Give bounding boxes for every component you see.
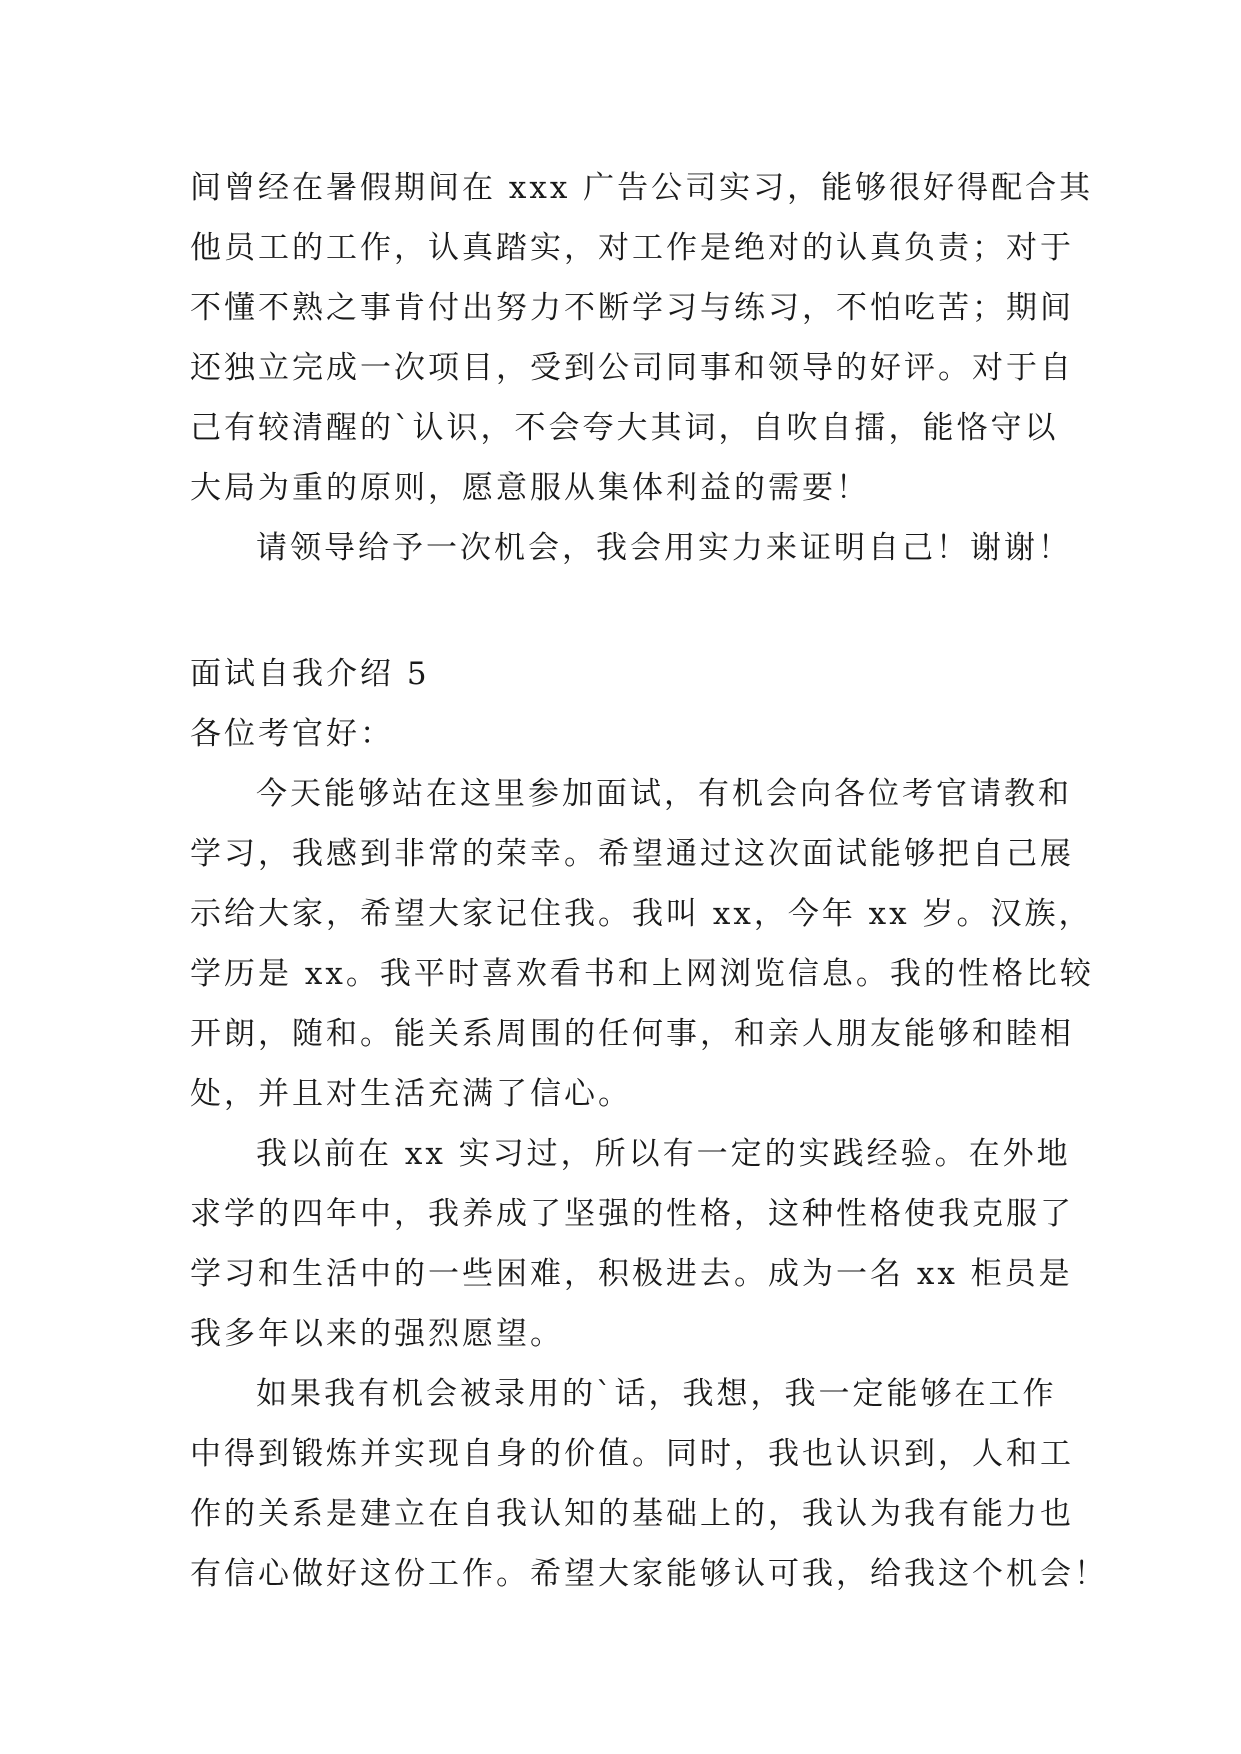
text-line: 求学的四年中，我养成了坚强的性格，这种性格使我克服了 [190,1196,1074,1232]
text-line: 示给大家，希望大家记住我。我叫 xx，今年 xx 岁。汉族， [190,896,1093,932]
text-line: 今天能够站在这里参加面试，有机会向各位考官请教和 [256,776,1072,812]
greeting: 各位考官好： [190,716,394,752]
previous-section-paragraph [190,158,1094,518]
text-line: 他员工的工作，认真踏实，对工作是绝对的认真负责；对于 [190,230,1074,266]
text-line: 中得到锻炼并实现自身的价值。同时，我也认识到，人和工 [190,1436,1074,1472]
section-title: 面试自我介绍 5 [190,656,430,692]
text-line: 还独立完成一次项目，受到公司同事和领导的好评。对于自 [190,350,1074,386]
text-line: 作的关系是建立在自我认知的基础上的，我认为我有能力也 [190,1496,1074,1532]
text-line: 学习，我感到非常的荣幸。希望通过这次面试能够把自己展 [190,836,1074,872]
text-line: 学习和生活中的一些困难，积极进去。成为一名 xx 柜员是 [190,1256,1073,1292]
text-line: 间曾经在暑假期间在 xxx 广告公司实习，能够很好得配合其 [190,170,1094,206]
text-line: 己有较清醒的`认识，不会夸大其词，自吹自擂，能恪守以 [190,410,1059,446]
text-line: 有信心做好这份工作。希望大家能够认可我，给我这个机会！ [190,1556,1108,1592]
paragraph-2 [190,1124,1074,1364]
text-line: 处，并且对生活充满了信心。 [190,1076,632,1112]
text-line: 不懂不熟之事肯付出努力不断学习与练习，不怕吃苦；期间 [190,290,1074,326]
text-line: 大局为重的原则，愿意服从集体利益的需要！ [190,470,870,506]
text-line: 学历是 xx。我平时喜欢看书和上网浏览信息。我的性格比较 [190,956,1094,992]
closing-line: 请领导给予一次机会，我会用实力来证明自己！谢谢！ [256,530,1072,566]
document-page [190,158,1108,1604]
text-line: 开朗，随和。能关系周围的任何事，和亲人朋友能够和睦相 [190,1016,1074,1052]
text-line: 我多年以来的强烈愿望。 [190,1316,564,1352]
section-gap [190,578,1060,644]
text-line: 如果我有机会被录用的`话，我想，我一定能够在工作 [256,1376,1057,1412]
paragraph-1 [190,764,1094,1124]
text-line: 我以前在 xx 实习过，所以有一定的实践经验。在外地 [256,1136,1071,1172]
paragraph-3 [190,1364,1108,1604]
